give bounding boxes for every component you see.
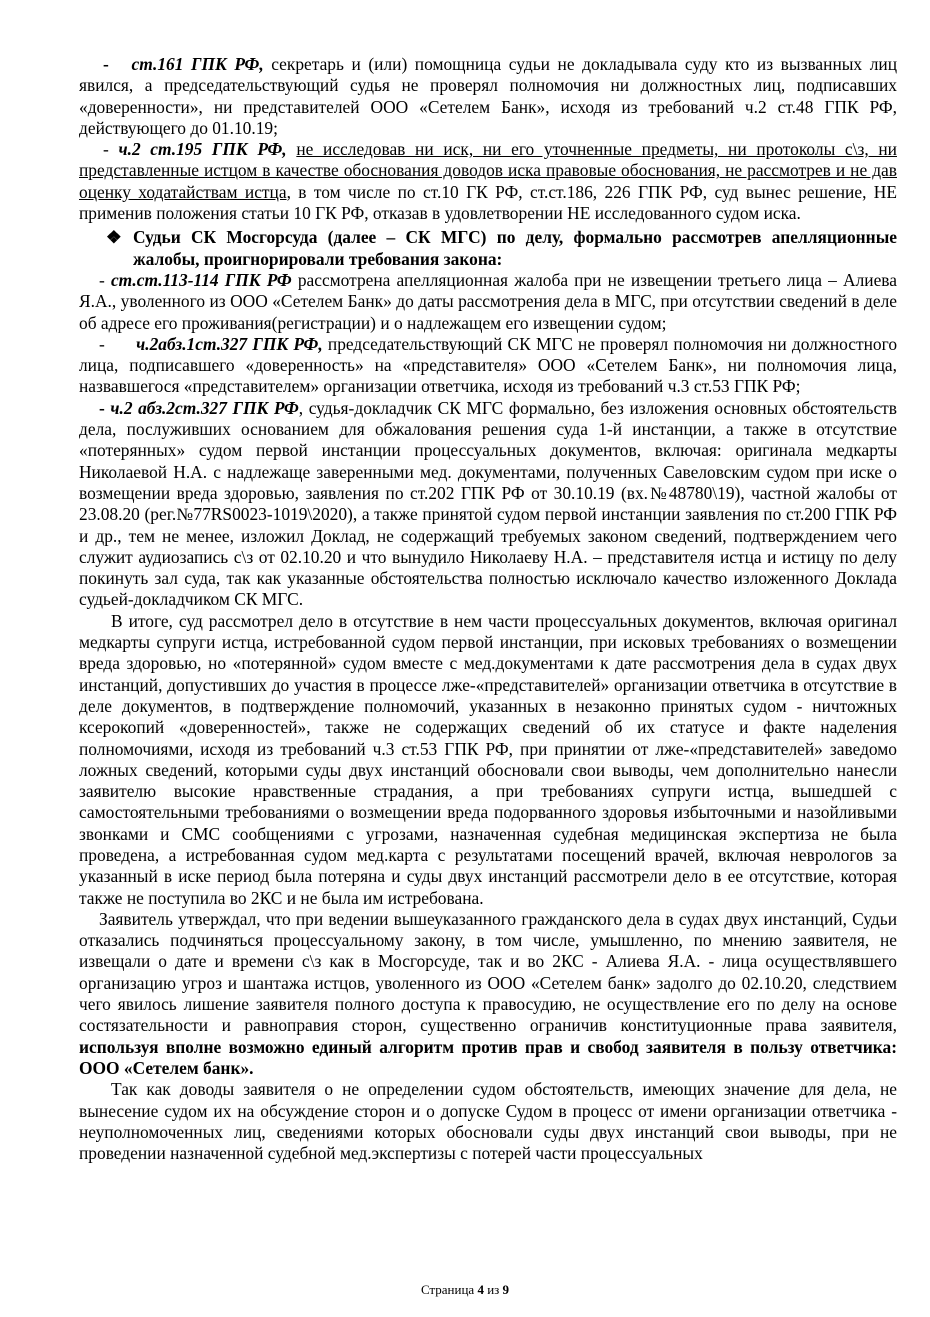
list-dash: - [99, 269, 111, 290]
paragraph-summary: В итоге, суд рассмотрел дело в отсутствие в нем части процессуальных документов, включая оригинал медкарты супруги истца, истребованной судом первой инстанции, при исковых требованиях о возмещении вреда здоровью, но «потерянной» судом вместе с мед.документами к дате рассмотрения дела в судах двух инстанций, допустивших до участия в процессе лже-«представителей» организации ответчика в отсутствие в деле документов, в подтверждение полномочий, указанных в незаконно принятых судом - ничтожных ксерокопий «доверенностей», также не содержащих сведений об их статусе и факте наделения полномочиями, исходя из требований ч.3 ст.53 ГПК РФ, при принятии от лже-«представителей» заведомо ложных сведений, которыми суды двух инстанций обосновали свои выводы, чем дополнительно нанесли заявителю высокие нравственные страдания, а при требованиях супруги истца, вышедшей с самостоятельными требованиями о возмещении вреда подорванного здоровья избыточными и назойливыми звонками и СМС сообщениями с угрозами, назначенная судебная медицинская экспертиза не была проведена, а истребованная судом мед.карта с результатами посещений врачей, включая неврологов за указанный в иске период была потеряна и суды двух инстанций рассмотрели дело в ее отсутствие, которая также не поступила во 2КС и не была им истребована. [79, 610, 897, 908]
paragraph-claimant [79, 909, 897, 1079]
heading-text: Судьи СК Мосгорсуда (далее – СК МГС) по делу, формально рассмотрев апелляционные жалобы, проигнорировали требования закона: [133, 227, 897, 269]
page-separator: из [487, 1282, 500, 1297]
list-dash: - [103, 139, 119, 160]
paragraph-text: , в том числе по ст.10 ГК РФ, ст.ст.186, 226 ГПК РФ, суд вынес решение, НЕ применив положения статьи 10 ГК РФ, отказав в удовлетворении НЕ исследованного судом иска. [79, 181, 897, 224]
paragraph-arguments: Так как доводы заявителя о не определении судом обстоятельств, имеющих значение для дела, не вынесение судом их на обсуждение сторон и о допуске Судом в процесс от имени организации ответчика - неуполномоченных лиц, сведениями которых обосновали суды двух инстанций свои выводы, при не проведении назначенной судебной мед.экспертизы с потерей части процессуальных [79, 1079, 897, 1164]
paragraph-text: , судья-докладчик СК МГС формально, без изложения основных обстоятельств дела, послуживших основанием для обжалования решения суда 1-й инстанции, а также в отсутствие «потерянных» судом первой инстанции процессуальных документов, включая: оригинала медкарты Николаевой Н.А. с надлежаще заверенными мед. документами, полученных Савеловским судом при иске о возмещении вреда здоровью, заявления по ст.202 ГПК РФ от 30.10.19 (вх.№48780\19), частной жалобы от 23.08.20 (рег.№77RS0023-1019\2020), а также принятой судом первой инстанции заявления по ст.200 ГПК РФ и др., тем не менее, изложил Доклад, не содержащий требуемых законом сведений, подтверждением чего служит аудиозапись с\з от 02.10.20 и что вынудило Николаеву Н.А. – представителя истца и истицу по делу покинуть зал суда, так как указанные обстоятельства полностью исключало качество изложенного Доклада судьей-докладчиком СК МГС. [79, 397, 897, 610]
law-reference: ч.2 ст.195 ГПК РФ, [118, 139, 287, 160]
list-dash: - [99, 333, 111, 354]
paragraph-text: рассмотрена апелляционная жалоба при не извещении третьего лица – Алиева Я.А., уволенного из ООО «Сетелем Банк» до даты рассмотрения дела в МГС, при отсутствии сведений в деле об адресе его проживания(регистрации) и о надлежащем его извещении судом; [79, 269, 897, 333]
underlined-text: не исследовав ни иск, ни его уточненные предметы, ни протоколы с\з, ни представленные истцом в качестве обоснования доводов иска правовые обоснования, не рассмотрев и не дав оценку ходатайствам истца [79, 139, 897, 202]
paragraph-text: председательствующий СК МГС не проверял полномочия ни должностного лица, подписавшего «доверенность» на «представителя» ООО «Сетелем Банк», ни полномочия лица, назвавшегося «представителем» организации ответчика, исходя из требований ч.3 ст.53 ГПК РФ; [79, 333, 898, 397]
law-reference: ст.161 ГПК РФ, [131, 54, 264, 74]
page-footer [0, 1282, 930, 1298]
law-reference: ст.ст.113-114 ГПК РФ [110, 269, 292, 290]
bold-text: используя вполне возможно единый алгоритм против прав и свобод заявителя в пользу ответчика: ООО «Сетелем банк». [79, 1036, 897, 1078]
page-label: Страница [420, 1282, 475, 1297]
diamond-bullet-icon: ❖ [106, 227, 122, 248]
page-number: 4 [477, 1282, 484, 1297]
paragraph-art113 [79, 270, 897, 334]
paragraph-art327-2 [79, 398, 897, 611]
paragraph-art195 [79, 139, 897, 224]
list-dash: - [99, 397, 111, 418]
paragraph-art327-1 [79, 334, 897, 398]
law-reference: ч.2абз.1ст.327 ГПК РФ, [136, 333, 323, 354]
paragraph-text: секретарь и (или) помощница судьи не докладывала суду кто из вызванных лиц явился, а председательствующий судья не проверял полномочия ни должностных лиц, подписавших «доверенности», ни представителей ООО «Сетелем Банк», исходя из требований ч.2 ст.48 ГПК РФ, действующего до 01.10.19; [79, 54, 897, 138]
list-dash: - [103, 54, 109, 74]
paragraph-art161 [79, 54, 897, 139]
page-total: 9 [502, 1282, 510, 1297]
law-reference: ч.2 абз.2ст.327 ГПК РФ [110, 397, 299, 418]
paragraph-text: Заявитель утверждал, что при ведении вышеуказанного гражданского дела в судах двух инстанций, Судьи отказались подчиняться процессуальному закону, в том числе, умышленно, по мнению заявителя, не извещали о дате и времени с\з как в Мосгорсуде, так и во 2КС - Алиева Я.А. - лица осуществлявшего организацию угроз и шантажа истцов, уволенного из ООО «Сетелем банк» задолго до 02.10.20, следствием чего явилось лишение заявителя полного доступа к правосудию, не осуществление его по делу на основе состязательности и равноправия сторон, существенно ограничив конституционные права заявителя, [79, 908, 897, 1036]
section-heading [79, 227, 897, 270]
document-page [79, 54, 897, 1164]
